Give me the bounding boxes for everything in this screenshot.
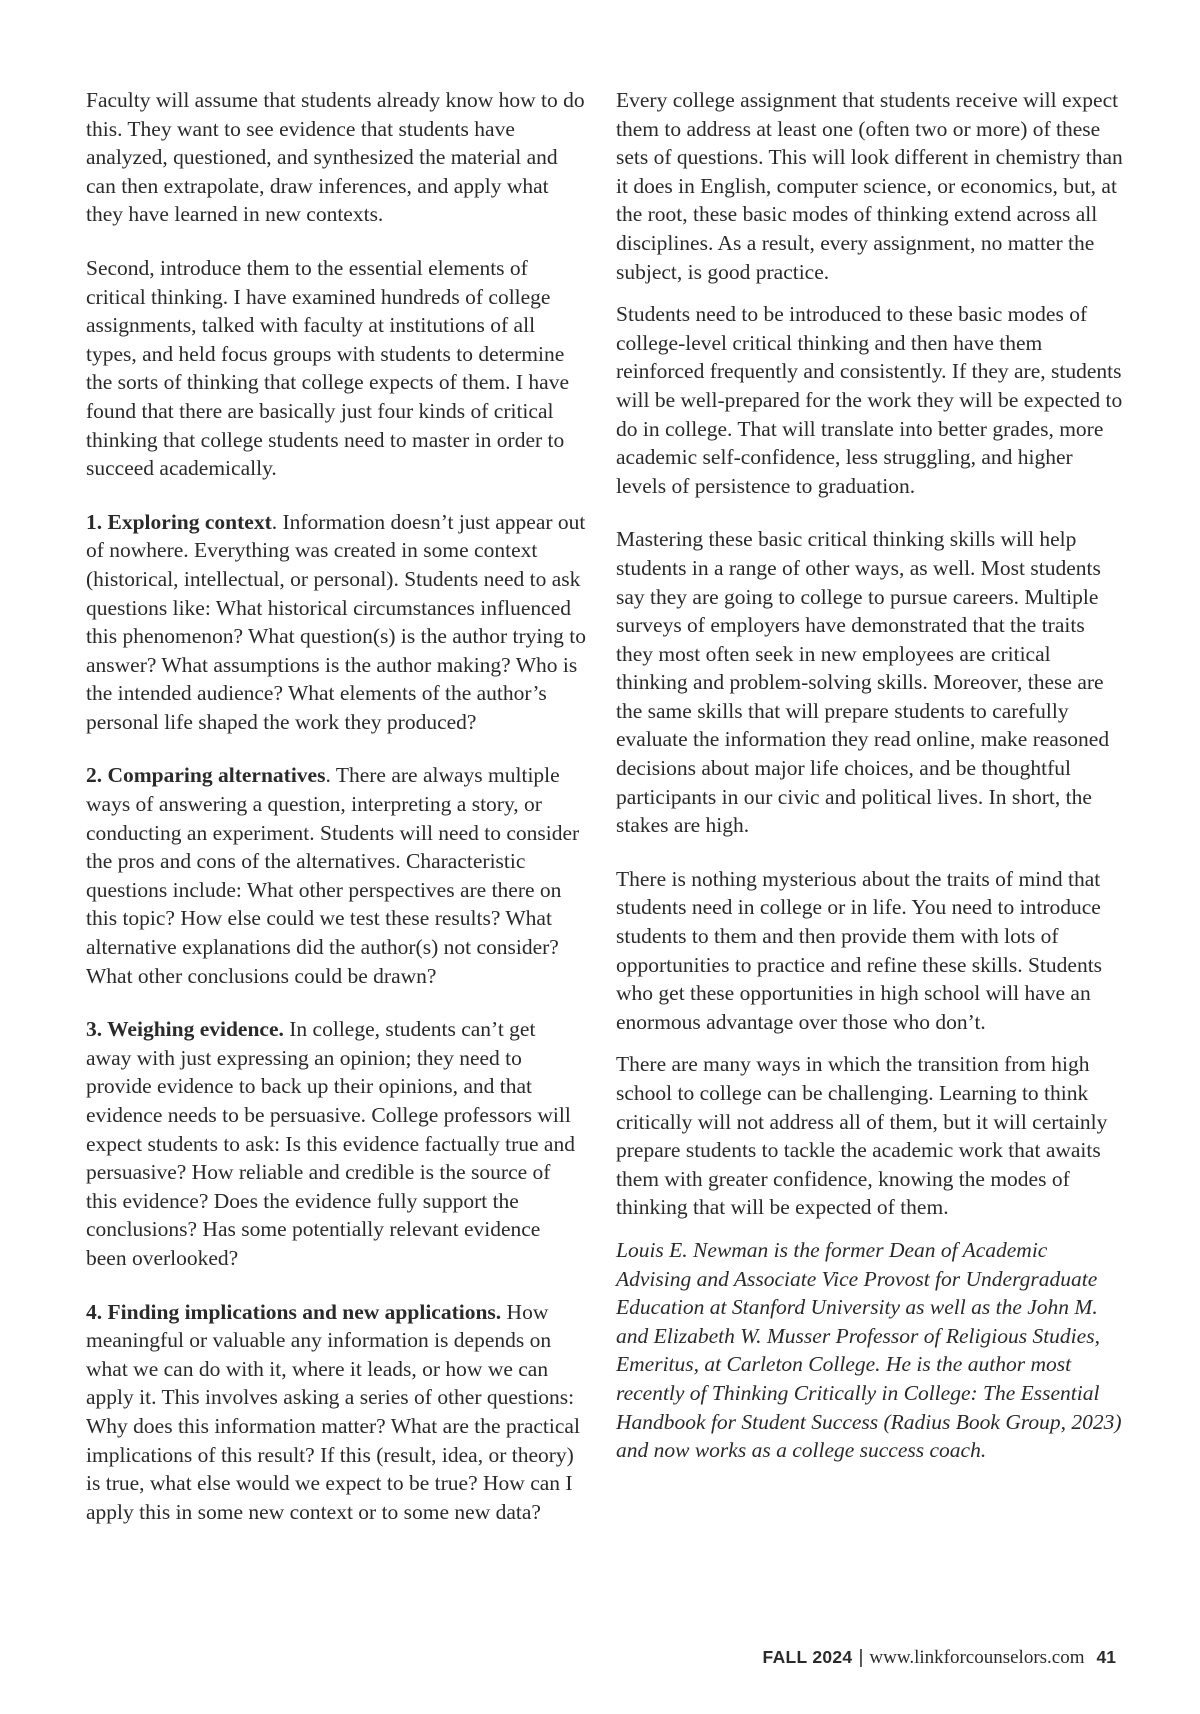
issue-season: FALL 2024	[762, 1647, 853, 1667]
section-comparing-alternatives	[86, 761, 586, 990]
right-column	[616, 86, 1126, 1465]
section-exploring-context	[86, 508, 586, 737]
section-heading-finding-implications: 4. Finding implications and new applications.	[86, 1299, 502, 1324]
paragraph-second-introduce: Second, introduce them to the essential elements of critical thinking. I have examined hundreds of college assignments, talked with faculty at institutions of all types, and held focus groups with students to determine the sorts of thinking that college expects of them. I have found that there are basically just four kinds of critical thinking that college students need to master in order to succeed academically.	[86, 255, 570, 481]
paragraph-every-assignment: Every college assignment that students receive will expect them to address at least one (often two or more) of these sets of questions. This will look different in chemistry than it does in English, computer science, or economics, but, at the root, these basic modes of thinking extend across all disciplines. As a result, every assignment, no matter the subject, is good practice.	[616, 88, 1123, 284]
section-body-weighing-evidence: In college, students can’t get away with just expressing an opinion; they need to provide evidence to back up their opinions, and that evidence needs to be persuasive. College professors will expect students to ask: Is this evidence factually true and persuasive? How reliable and credible is the source of this evidence? Does the evidence fully support the conclusions? Has some potentially relevant evidence been overlooked?	[86, 1017, 575, 1270]
footer-separator: |	[858, 1647, 864, 1668]
paragraph-nothing-mysterious: There is nothing mysterious about the traits of mind that students need in college or in life. You need to introduce students to them and then provide them with lots of opportunities to practice and refine these skills. Students who get these opportunities in high school will have an enormous advantage over those who don’t.	[616, 866, 1103, 1034]
section-body-finding-implications: How meaningful or valuable any information is depends on what we can do with it, where it leads, or how we can apply it. This involves asking a series of other questions: Why does this information matter? What are the practical implications of this result? If this (result, idea, or theory) is true, what else would we expect to be true? How can I apply this in some new context or to some new data?	[86, 1299, 580, 1524]
paragraph-faculty-assume: Faculty will assume that students already know how to do this. They want to see evidence that students have analyzed, questioned, and synthesized the material and can then extrapolate, draw inferences, and apply what they have learned in new contexts.	[86, 88, 585, 227]
left-column	[86, 86, 586, 1551]
section-body-comparing-alternatives: . There are always multiple ways of answering a question, interpreting a story, or conducting an experiment. Students will need to consider the pros and cons of the alternatives. Characteristic questions include: What other perspectives are there on this topic? How else could we test these results? What alternative explanations did the author(s) not consider? What other conclusions could be drawn?	[86, 763, 580, 988]
section-heading-exploring-context: 1. Exploring context	[86, 509, 272, 534]
website-link[interactable]: www.linkforcounselors.com	[869, 1647, 1085, 1668]
page-footer	[763, 1645, 1116, 1670]
author-bio: Louis E. Newman is the former Dean of Academic Advising and Associate Vice Provost for Undergraduate Education at Stanford University as well as the John M. and Elizabeth W. Musser Professor of Religious Studies, Emeritus, at Carleton College. He is the author most recently of Thinking Critically in College: The Essential Handbook for Student Success (Radius Book Group, 2023) and now works as a college success coach.	[616, 1237, 1122, 1463]
section-finding-implications	[86, 1298, 586, 1527]
section-weighing-evidence	[86, 1015, 586, 1272]
paragraph-students-introduced: Students need to be introduced to these basic modes of college-level critical thinking and then have them reinforced frequently and consistently. If they are, students will be well-prepared for the work they will be expected to do in college. That will translate into better grades, more academic self-confidence, less struggling, and higher levels of persistence to graduation.	[616, 302, 1123, 498]
paragraph-mastering-skills: Mastering these basic critical thinking skills will help students in a range of other ways, as well. Most students say they are going to college to pursue careers. Multiple surveys of employers have demonstrated that the traits they most often seek in new employees are critical thinking and problem-solving skills. Moreover, these are the same skills that will prepare students to carefully evaluate the information they read online, make reasoned decisions about major life choices, and be thoughtful participants in our civic and political lives. In short, the stakes are high.	[616, 527, 1110, 838]
paragraph-many-ways: There are many ways in which the transition from high school to college can be challenging. Learning to think critically will not address all of them, but it will certainly prepare students to tackle the academic work that awaits them with greater confidence, knowing the modes of thinking that will be expected of them.	[616, 1052, 1108, 1220]
section-body-exploring-context: . Information doesn’t just appear out of nowhere. Everything was created in some context (historical, intellectual, or personal). Students need to ask questions like: What historical circumstances influenced this phenomenon? What question(s) is the author trying to answer? What assumptions is the author making? Who is the intended audience? What elements of the author’s personal life shaped the work they produced?	[86, 509, 586, 734]
section-heading-weighing-evidence: 3. Weighing evidence.	[86, 1017, 284, 1042]
page-number: 41	[1096, 1647, 1116, 1667]
section-heading-comparing-alternatives: 2. Comparing alternatives	[86, 763, 326, 788]
